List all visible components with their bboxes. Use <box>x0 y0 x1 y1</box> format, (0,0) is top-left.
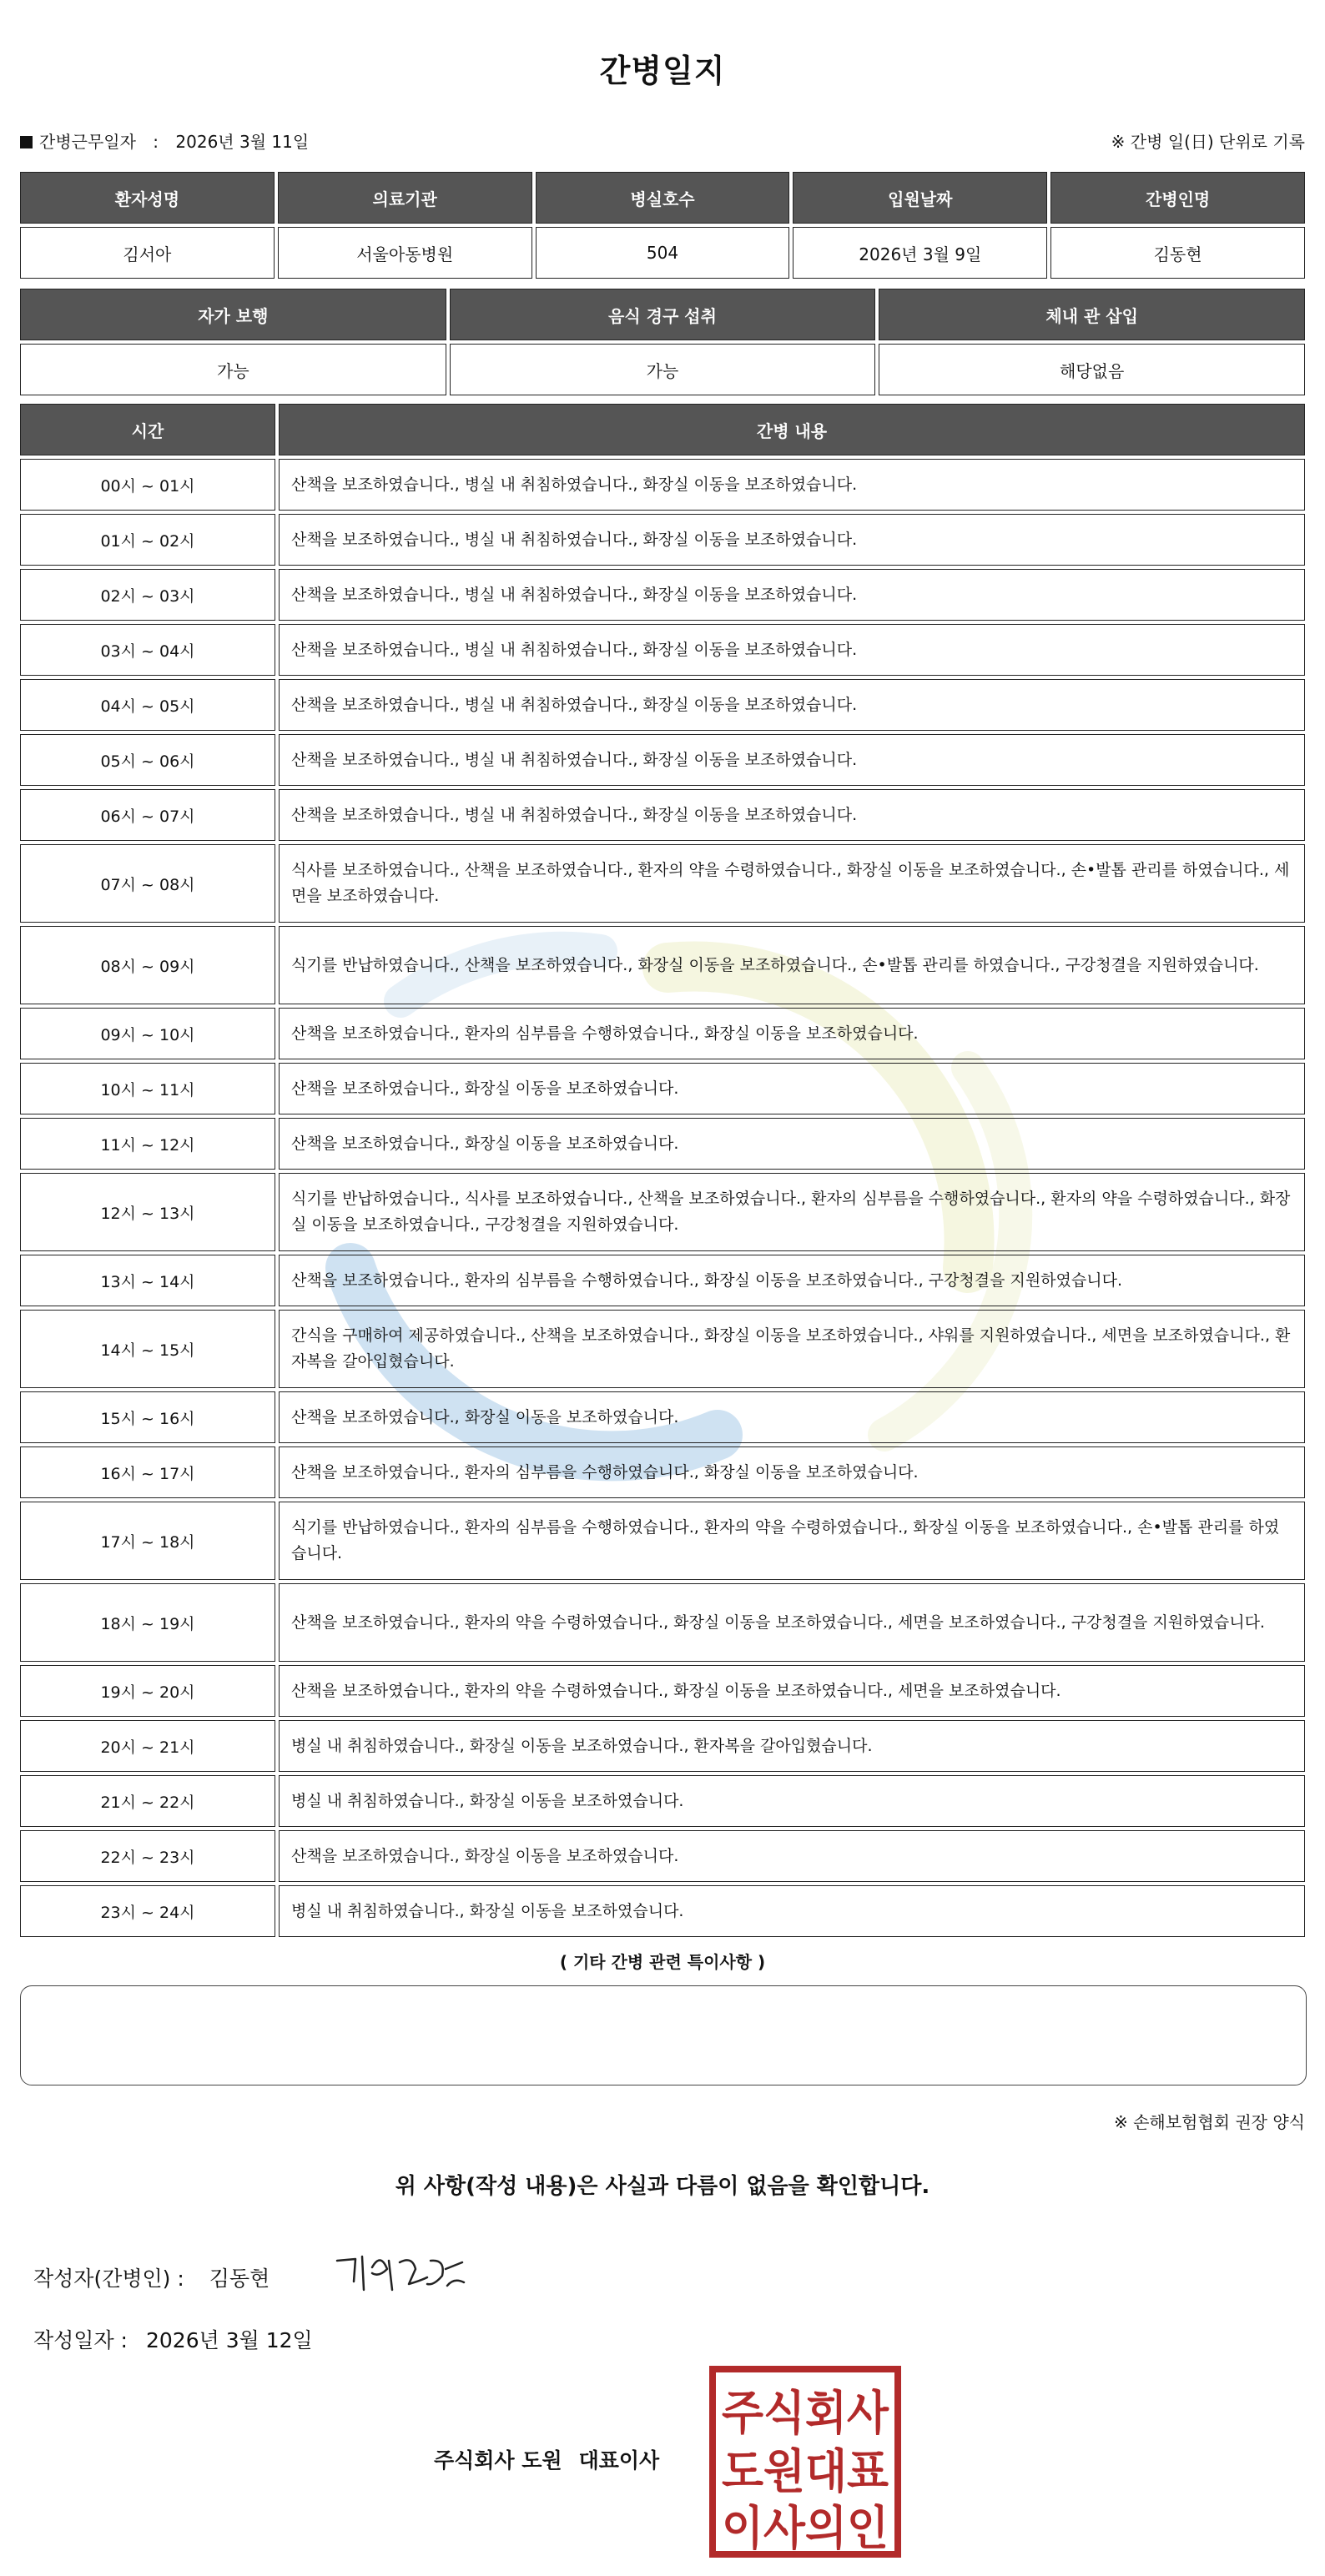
table-row <box>20 1391 1305 1443</box>
time-cell: 15시 ~ 16시 <box>20 1391 275 1443</box>
care-date <box>20 128 309 153</box>
care-content-cell: 산책을 보조하였습니다., 화장실 이동을 보조하였습니다. <box>279 1830 1305 1882</box>
time-cell: 04시 ~ 05시 <box>20 679 275 731</box>
header-caregiver-name: 간병인명 <box>1050 172 1305 224</box>
company-role: 대표이사 <box>578 2448 660 2473</box>
header-care-content: 간병 내용 <box>279 404 1305 455</box>
time-cell: 02시 ~ 03시 <box>20 569 275 621</box>
caregiver-name: 김동현 <box>1050 227 1305 279</box>
time-cell: 06시 ~ 07시 <box>20 789 275 841</box>
tube-insertion-value: 해당없음 <box>879 344 1305 395</box>
header-tube-insertion: 체내 관 삽입 <box>879 289 1305 340</box>
hospital: 서울아동병원 <box>278 227 532 279</box>
table-row <box>20 514 1305 566</box>
header-patient-name: 환자성명 <box>20 172 275 224</box>
page-title: 간병일지 <box>599 53 726 89</box>
header-admission-date: 입원날짜 <box>793 172 1047 224</box>
table-row <box>20 926 1305 1004</box>
table-row <box>20 1008 1305 1059</box>
writer-name: 김동현 <box>209 2267 270 2291</box>
notes-title: ( 기타 간병 관련 특이사항 ) <box>559 1952 766 1972</box>
care-log-body <box>20 459 1305 1937</box>
svg-text:주식회사: 주식회사 <box>722 2387 889 2441</box>
care-content-cell: 병실 내 취침하였습니다., 화장실 이동을 보조하였습니다. <box>279 1775 1305 1827</box>
care-content-cell: 식기를 반납하였습니다., 환자의 심부름을 수행하였습니다., 환자의 약을 수령하였습니다., 화장실 이동을 보조하였습니다., 손•발톱 관리를 하였습니다. <box>279 1502 1305 1580</box>
patient-name: 김서아 <box>20 227 275 279</box>
care-content-cell: 산책을 보조하였습니다., 병실 내 취침하였습니다., 화장실 이동을 보조하였습니다. <box>279 569 1305 621</box>
time-cell: 08시 ~ 09시 <box>20 926 275 1004</box>
company-line <box>434 2444 676 2474</box>
care-date-separator: : <box>153 132 159 152</box>
patient-status-table <box>17 285 1308 399</box>
header-self-walking: 자가 보행 <box>20 289 446 340</box>
time-cell: 20시 ~ 21시 <box>20 1720 275 1772</box>
notes-box <box>20 1985 1307 2085</box>
care-content-cell: 산책을 보조하였습니다., 병실 내 취침하였습니다., 화장실 이동을 보조하였습니다. <box>279 624 1305 676</box>
table-row <box>20 569 1305 621</box>
table-row <box>20 1665 1305 1717</box>
care-content-cell: 산책을 보조하였습니다., 병실 내 취침하였습니다., 화장실 이동을 보조하였습니다. <box>279 459 1305 511</box>
company-name: 주식회사 도원 <box>434 2448 562 2473</box>
care-content-cell: 산책을 보조하였습니다., 환자의 약을 수령하였습니다., 화장실 이동을 보조하였습니다., 세면을 보조하였습니다. <box>279 1665 1305 1717</box>
care-content-cell: 식기를 반납하였습니다., 산책을 보조하였습니다., 화장실 이동을 보조하였습니다., 손•발톱 관리를 하였습니다., 구강청결을 지원하였습니다. <box>279 926 1305 1004</box>
time-cell: 23시 ~ 24시 <box>20 1885 275 1937</box>
care-content-cell: 간식을 구매하여 제공하였습니다., 산책을 보조하였습니다., 화장실 이동을 보조하였습니다., 샤워를 지원하였습니다., 세면을 보조하였습니다., 환자복을 갈아입혔습니다. <box>279 1310 1305 1388</box>
care-content-cell: 병실 내 취침하였습니다., 화장실 이동을 보조하였습니다. <box>279 1885 1305 1937</box>
time-cell: 18시 ~ 19시 <box>20 1583 275 1662</box>
time-cell: 16시 ~ 17시 <box>20 1446 275 1498</box>
writer-line <box>33 2262 295 2292</box>
header-room: 병실호수 <box>536 172 790 224</box>
table-header-row <box>20 404 1305 455</box>
care-content-cell: 산책을 보조하였습니다., 환자의 약을 수령하였습니다., 화장실 이동을 보조하였습니다., 세면을 보조하였습니다., 구강청결을 지원하였습니다. <box>279 1583 1305 1662</box>
room-number: 504 <box>536 227 790 279</box>
unit-note: ※ 간병 일(日) 단위로 기록 <box>1111 132 1305 152</box>
table-row <box>20 1255 1305 1306</box>
table-row <box>20 1885 1305 1937</box>
table-row <box>20 1775 1305 1827</box>
table-row <box>20 1502 1305 1580</box>
time-cell: 07시 ~ 08시 <box>20 844 275 923</box>
table-row <box>20 1118 1305 1170</box>
table-header-row <box>20 172 1305 224</box>
table-row <box>20 1720 1305 1772</box>
care-content-cell: 산책을 보조하였습니다., 화장실 이동을 보조하였습니다. <box>279 1063 1305 1114</box>
table-row <box>20 459 1305 511</box>
time-cell: 22시 ~ 23시 <box>20 1830 275 1882</box>
table-row <box>20 1173 1305 1251</box>
time-cell: 03시 ~ 04시 <box>20 624 275 676</box>
care-content-cell: 식사를 보조하였습니다., 산책을 보조하였습니다., 환자의 약을 수령하였습니다., 화장실 이동을 보조하였습니다., 손•발톱 관리를 하였습니다., 세면을 보조하였습니다. <box>279 844 1305 923</box>
form-source-note: ※ 손해보험협회 권장 양식 <box>1113 2112 1305 2132</box>
care-content-cell: 산책을 보조하였습니다., 병실 내 취침하였습니다., 화장실 이동을 보조하였습니다. <box>279 514 1305 566</box>
time-cell: 10시 ~ 11시 <box>20 1063 275 1114</box>
header-hospital: 의료기관 <box>278 172 532 224</box>
time-cell: 01시 ~ 02시 <box>20 514 275 566</box>
self-walking-value: 가능 <box>20 344 446 395</box>
table-row <box>20 624 1305 676</box>
table-row <box>20 789 1305 841</box>
time-cell: 17시 ~ 18시 <box>20 1502 275 1580</box>
care-content-cell: 식기를 반납하였습니다., 식사를 보조하였습니다., 산책을 보조하였습니다., 환자의 심부름을 수행하였습니다., 환자의 약을 수령하였습니다., 화장실 이동을 보조하였습니다., 구강청결을 지원하였습니다. <box>279 1173 1305 1251</box>
table-row <box>20 344 1305 395</box>
time-cell: 13시 ~ 14시 <box>20 1255 275 1306</box>
care-date-label: 간병근무일자 <box>39 132 136 152</box>
svg-text:이사의인: 이사의인 <box>722 2502 889 2556</box>
table-row <box>20 734 1305 786</box>
written-date-value: 2026년 3월 12일 <box>145 2328 313 2352</box>
confirmation-statement: 위 사항(작성 내용)은 사실과 다름이 없음을 확인합니다. <box>395 2174 930 2199</box>
care-date-value: 2026년 3월 11일 <box>175 132 310 152</box>
table-header-row <box>20 289 1305 340</box>
table-row <box>20 1446 1305 1498</box>
care-content-cell: 산책을 보조하였습니다., 병실 내 취침하였습니다., 화장실 이동을 보조하였습니다. <box>279 679 1305 731</box>
writer-label: 작성자(간병인) : <box>33 2267 184 2291</box>
care-content-cell: 산책을 보조하였습니다., 환자의 심부름을 수행하였습니다., 화장실 이동을 보조하였습니다. <box>279 1446 1305 1498</box>
time-cell: 12시 ~ 13시 <box>20 1173 275 1251</box>
table-row <box>20 844 1305 923</box>
written-date <box>33 2324 313 2354</box>
care-content-cell: 산책을 보조하였습니다., 병실 내 취침하였습니다., 화장실 이동을 보조하였습니다. <box>279 789 1305 841</box>
table-row <box>20 1830 1305 1882</box>
header-oral-intake: 음식 경구 섭취 <box>450 289 876 340</box>
admission-date: 2026년 3월 9일 <box>793 227 1047 279</box>
square-bullet-icon <box>20 136 33 148</box>
time-cell: 11시 ~ 12시 <box>20 1118 275 1170</box>
care-content-cell: 산책을 보조하였습니다., 화장실 이동을 보조하였습니다. <box>279 1391 1305 1443</box>
written-date-label: 작성일자 : <box>33 2328 128 2352</box>
care-content-cell: 산책을 보조하였습니다., 환자의 심부름을 수행하였습니다., 화장실 이동을 보조하였습니다. <box>279 1008 1305 1059</box>
company-seal <box>709 2366 901 2558</box>
table-row <box>20 1583 1305 1662</box>
time-cell: 21시 ~ 22시 <box>20 1775 275 1827</box>
care-content-cell: 병실 내 취침하였습니다., 화장실 이동을 보조하였습니다., 환자복을 갈아입혔습니다. <box>279 1720 1305 1772</box>
time-cell: 00시 ~ 01시 <box>20 459 275 511</box>
care-log-table <box>17 400 1308 1940</box>
time-cell: 05시 ~ 06시 <box>20 734 275 786</box>
table-row <box>20 1063 1305 1114</box>
time-cell: 09시 ~ 10시 <box>20 1008 275 1059</box>
handwritten-signature <box>329 2244 471 2302</box>
header-time: 시간 <box>20 404 275 455</box>
patient-info-table <box>17 169 1308 282</box>
care-content-cell: 산책을 보조하였습니다., 환자의 심부름을 수행하였습니다., 화장실 이동을 보조하였습니다., 구강청결을 지원하였습니다. <box>279 1255 1305 1306</box>
care-content-cell: 산책을 보조하였습니다., 병실 내 취침하였습니다., 화장실 이동을 보조하였습니다. <box>279 734 1305 786</box>
time-cell: 19시 ~ 20시 <box>20 1665 275 1717</box>
time-cell: 14시 ~ 15시 <box>20 1310 275 1388</box>
table-row <box>20 227 1305 279</box>
care-content-cell: 산책을 보조하였습니다., 화장실 이동을 보조하였습니다. <box>279 1118 1305 1170</box>
svg-text:도원대표: 도원대표 <box>722 2445 889 2499</box>
oral-intake-value: 가능 <box>450 344 876 395</box>
table-row <box>20 1310 1305 1388</box>
table-row <box>20 679 1305 731</box>
